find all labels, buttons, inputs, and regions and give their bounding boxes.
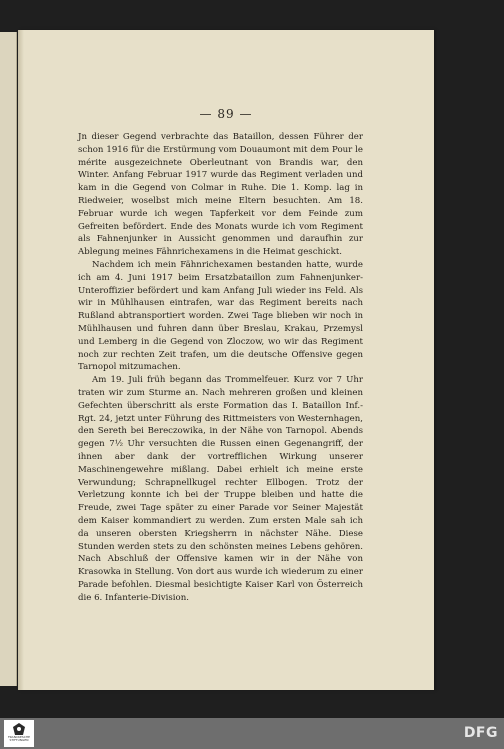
- dfg-logo: DFG: [463, 725, 498, 741]
- left-page-edge: [0, 32, 17, 686]
- body-text: [78, 131, 363, 604]
- paragraph: Am 19. Juli früh begann das Trommelfeuer. Kurz vor 7 Uhr traten wir zum Sturme an. Nach mehreren großen und kleinen Gefechten überschritt als erste Formation das I. Bataillon Inf.-Rgt. 24, jetzt unter Führung des Rittmeisters von Westernhagen, den Sereth bei Bereczowika, in der Nähe von Tarnopol. Abends gegen 7½ Uhr versuchten die Russen einen Gegenangriff, der ihnen aber dank der vortrefflichen Wirkung unserer Maschinengewehre mißlang. Dabei erhielt ich meine erste Verwundung; Schrapnellkugel rechter Ellbogen. Trotz der Verletzung konnte ich bei der Truppe bleiben und hatte die Freude, zwei Tage später zu einer Parade vor Seiner Majestät dem Kaiser kommandiert zu werden. Zum ersten Male sah ich da unseren obersten Kriegsherrn in nächster Nähe. Diese Stunden werden stets zu den schönsten meines Lebens gehören. Nach Abschluß der Offensive kamen wir in der Nähe von Krasowka in Stellung. Von dort aus wurde ich wiederum zu einer Parade befohlen. Diesmal besichtigte Kaiser Karl von Österreich die 6. Infanterie-Division.: [78, 375, 363, 603]
- library-emblem-icon: [13, 723, 25, 735]
- page-number: — 89 —: [199, 107, 253, 121]
- page-fold-shadow: [18, 30, 24, 690]
- paragraph: Nachdem ich mein Fähnrichexamen bestanden hatte, wurde ich am 4. Juni 1917 beim Ersatzbataillon zum Fahnenjunker-Unteroffizier befördert und kam Anfang Juli wieder ins Feld. Als wir in Mühlhausen eintrafen, war das Regiment bereits nach Rußland abtransportiert worden. Zwei Tage blieben wir noch in Mühlhausen und fuhren dann über Breslau, Krakau, Przemysl und Lemberg in die Gegend von Zloczow, wo wir das Regiment noch zur rechten Zeit trafen, um die deutsche Offensive gegen Tarnopol mitzumachen.: [78, 259, 363, 373]
- library-logo: [4, 720, 34, 747]
- footer-bar: [0, 718, 504, 749]
- book-page: [18, 30, 434, 690]
- paragraph: Jn dieser Gegend verbrachte das Bataillon, dessen Führer der schon 1916 für die Erstürmung vom Douaumont mit dem Pour le mérite ausgezeichnete Oberleutnant von Brandis war, den Winter. Anfang Februar 1917 wurde das Regiment verladen und kam in die Gegend von Colmar in Ruhe. Die 1. Komp. lag in Riedweier, woselbst mich meine Eltern besuchten. Am 18. Februar wurde ich wegen Tapferkeit vor dem Feinde zum Gefreiten befördert. Ende des Monats wurde ich vom Regiment als Fahnenjunker in Aussicht genommen und daraufhin zur Ablegung meines Fähnrichexamens in die Heimat geschickt.: [78, 132, 363, 258]
- library-logo-text: FRANCKESCHE STIFTUNGEN: [7, 735, 31, 743]
